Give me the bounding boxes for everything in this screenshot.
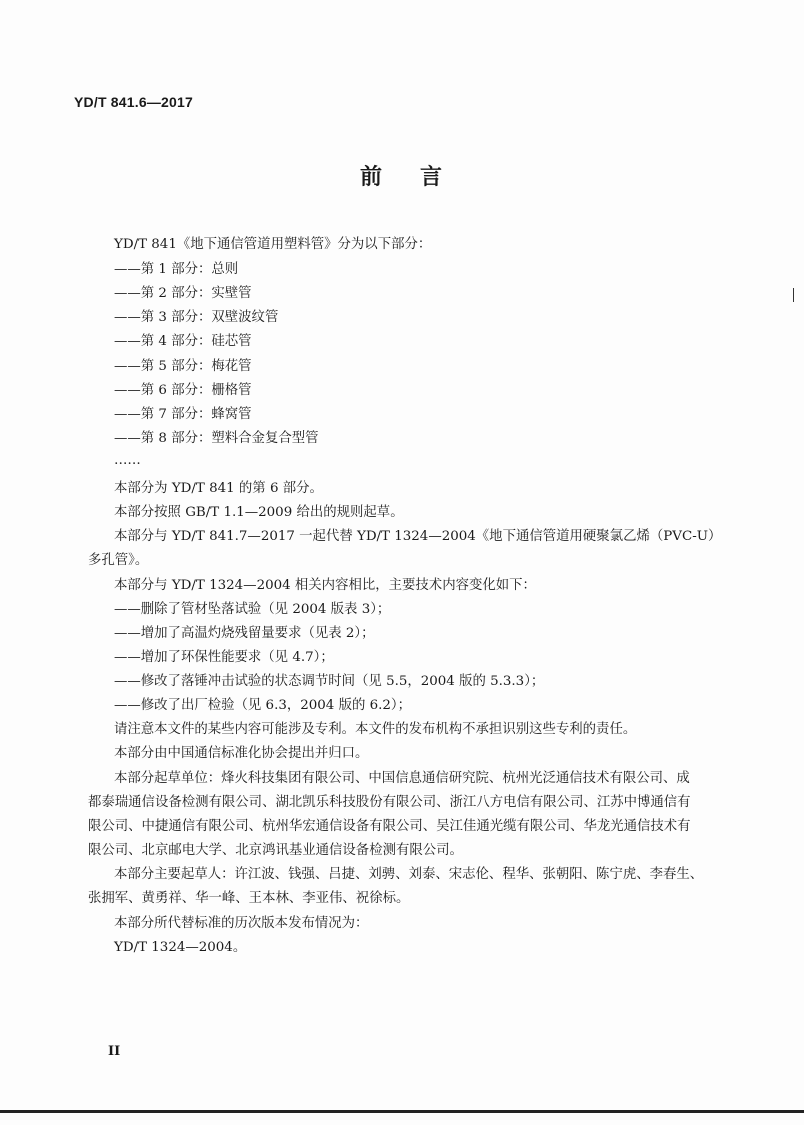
list-item: ——第 7 部分：蜂窝管 bbox=[114, 407, 252, 422]
paragraph: 请注意本文件的某些内容可能涉及专利。本文件的发布机构不承担识别这些专利的责任。 bbox=[114, 722, 637, 737]
paragraph: YD/T 841《地下通信管道用塑料管》分为以下部分： bbox=[114, 237, 432, 252]
paragraph-continuation: 都泰瑞通信设备检测有限公司、湖北凯乐科技股份有限公司、浙江八方电信有限公司、江苏中博通信有 bbox=[88, 795, 691, 810]
paragraph-continuation: 限公司、北京邮电大学、北京鸿讯基业通信设备检测有限公司。 bbox=[88, 843, 463, 858]
list-item: ——第 2 部分：实壁管 bbox=[114, 286, 252, 301]
list-item: ——第 1 部分：总则 bbox=[114, 262, 239, 277]
list-item: ——增加了高温灼烧残留量要求（见表 2）； bbox=[114, 626, 375, 641]
list-item: ——第 4 部分：硅芯管 bbox=[114, 334, 252, 349]
paragraph: 本部分与 YD/T 1324—2004 相关内容相比，主要技术内容变化如下： bbox=[114, 578, 536, 593]
scan-mark bbox=[793, 288, 794, 302]
paragraph-continuation: 张拥军、黄勇祥、华一峰、王本林、李亚伟、祝徐标。 bbox=[88, 891, 410, 906]
paragraph: YD/T 1324—2004。 bbox=[114, 940, 247, 955]
paragraph-continuation: 限公司、中捷通信有限公司、杭州华宏通信设备有限公司、吴江佳通光缆有限公司、华龙光通信技术有 bbox=[88, 819, 691, 834]
list-item: ——第 5 部分：梅花管 bbox=[114, 359, 252, 374]
page-number: II bbox=[108, 1044, 121, 1059]
standard-number: YD/T 841.6—2017 bbox=[74, 94, 193, 110]
paragraph-continuation: 多孔管》。 bbox=[88, 553, 149, 568]
list-item: ——第 6 部分：栅格管 bbox=[114, 383, 252, 398]
paragraph: 本部分所代替标准的历次版本发布情况为： bbox=[114, 916, 369, 931]
title-char-2: 言 bbox=[420, 165, 445, 190]
paragraph: 本部分主要起草人：许江波、钱强、吕捷、刘骋、刘泰、宋志伦、程华、张朝阳、陈宁虎、李春生、 bbox=[114, 867, 704, 882]
list-item: ——修改了出厂检验（见 6.3，2004 版的 6.2）； bbox=[114, 698, 411, 713]
paragraph: 本部分为 YD/T 841 的第 6 部分。 bbox=[114, 481, 323, 496]
scan-edge-rule bbox=[0, 1110, 804, 1113]
list-item: ——第 8 部分：塑料合金复合型管 bbox=[114, 431, 319, 446]
paragraph: 本部分由中国通信标准化协会提出并归口。 bbox=[114, 746, 369, 761]
list-item: ——第 3 部分：双壁波纹管 bbox=[114, 310, 279, 325]
paragraph: 本部分按照 GB/T 1.1—2009 给出的规则起草。 bbox=[114, 505, 404, 520]
list-item: ——增加了环保性能要求（见 4.7）； bbox=[114, 650, 334, 665]
list-item: ——修改了落锤冲击试验的状态调节时间（见 5.5，2004 版的 5.3.3）； bbox=[114, 674, 545, 689]
list-item: ——删除了管材坠落试验（见 2004 版表 3）； bbox=[114, 602, 391, 617]
title-char-1: 前 bbox=[359, 165, 384, 190]
ellipsis: …… bbox=[114, 453, 141, 468]
paragraph: 本部分起草单位：烽火科技集团有限公司、中国信息通信研究院、杭州光泛通信技术有限公司、成 bbox=[114, 771, 690, 786]
page-title bbox=[0, 160, 804, 191]
paragraph: 本部分与 YD/T 841.7—2017 一起代替 YD/T 1324—2004《地下通信管道用硬聚氯乙烯（PVC-U） bbox=[114, 529, 722, 544]
